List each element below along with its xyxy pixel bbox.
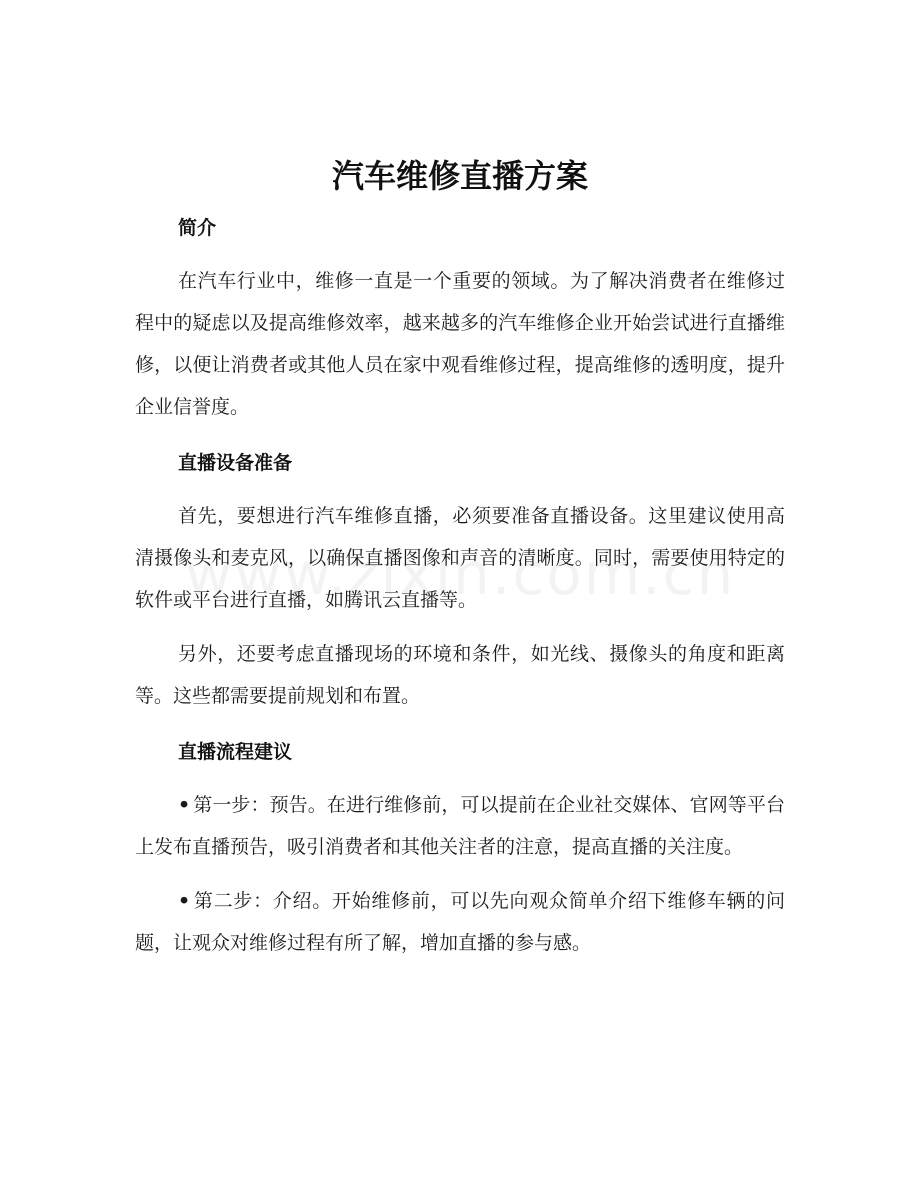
process-step-2-text: 第二步：介绍。开始维修前，可以先向观众简单介绍下维修车辆的问题，让观众对维修过程有所了解，增加直播的参与感。 (135, 890, 785, 954)
section-heading-process: 直播流程建议 (178, 741, 293, 763)
bullet-icon: • (178, 794, 191, 816)
document-body (135, 205, 785, 976)
section-heading-equipment: 直播设备准备 (178, 452, 293, 474)
equipment-paragraph-2: 另外，还要考虑直播现场的环境和条件，如光线、摄像头的角度和距离等。这些都需要提前规划和布置。 (135, 643, 785, 707)
process-step-1-text: 第一步：预告。在进行维修前，可以提前在企业社交媒体、官网等平台上发布直播预告，吸引消费者和其他关注者的注意，提高直播的关注度。 (135, 794, 785, 858)
section-equipment (135, 440, 785, 717)
section-heading-intro: 简介 (178, 217, 217, 239)
section-intro (135, 205, 785, 428)
page-title: 汽车维修直播方案 (331, 157, 588, 195)
intro-paragraph: 在汽车行业中，维修一直是一个重要的领域。为了解决消费者在维修过程中的疑虑以及提高维修效率，越来越多的汽车维修企业开始尝试进行直播维修，以便让消费者或其他人员在家中观看维修过程，提高维修的透明度，提升企业信誉度。 (135, 270, 785, 418)
process-step-2 (135, 880, 785, 964)
equipment-paragraph-1: 首先，要想进行汽车维修直播，必须要准备直播设备。这里建议使用高清摄像头和麦克风，以确保直播图像和声音的清晰度。同时，需要使用特定的软件或平台进行直播，如腾讯云直播等。 (135, 505, 785, 611)
bullet-icon: • (178, 890, 191, 912)
process-step-1 (135, 784, 785, 868)
section-process (135, 729, 785, 964)
